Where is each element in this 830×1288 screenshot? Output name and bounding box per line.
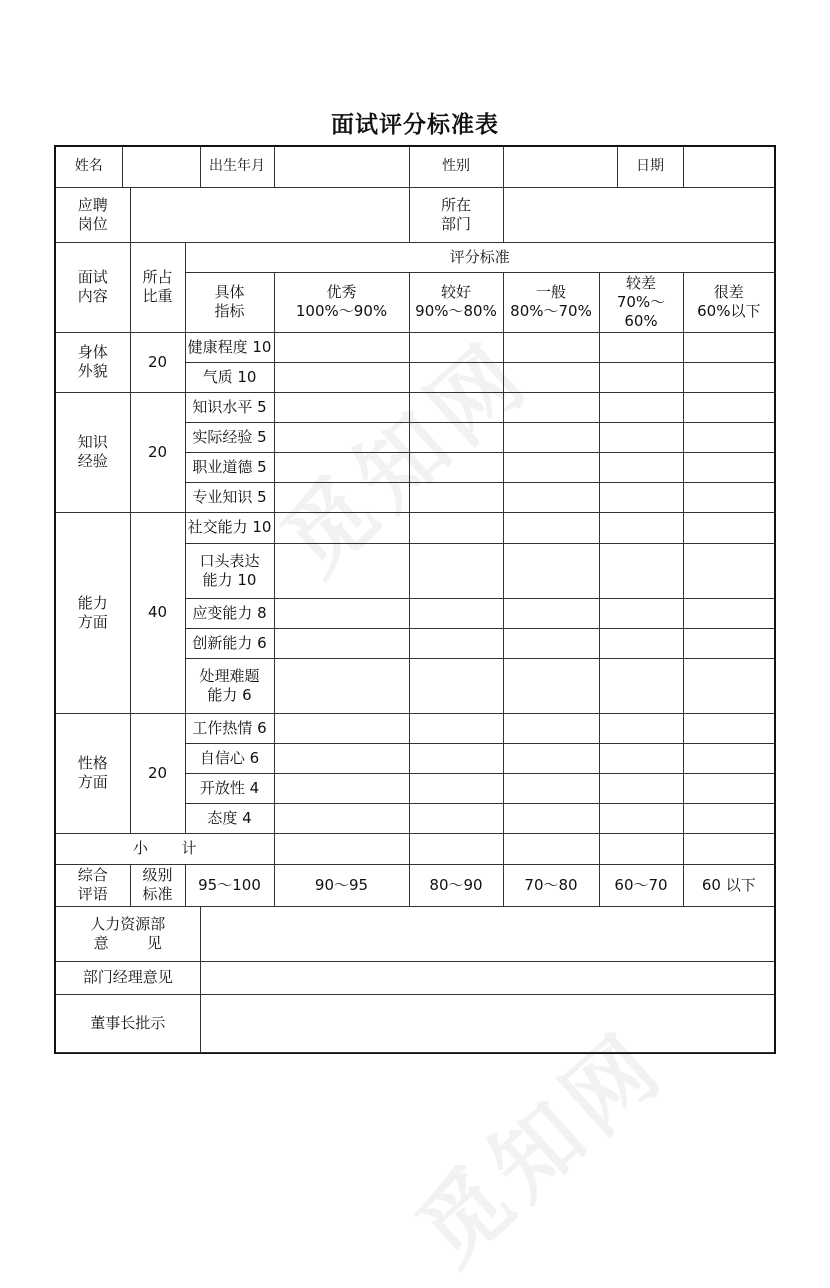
subtotal-cell[interactable] xyxy=(599,833,683,864)
score-cell[interactable] xyxy=(409,598,503,628)
score-cell[interactable] xyxy=(274,392,409,422)
score-cell[interactable] xyxy=(599,598,683,628)
score-cell[interactable] xyxy=(683,482,774,512)
table-row xyxy=(56,713,774,743)
date-field[interactable] xyxy=(683,147,774,187)
category-knowledge: 知识 经验 xyxy=(56,392,130,512)
watermark-bottom: 觅知网 xyxy=(397,1011,686,1285)
score-cell[interactable] xyxy=(274,743,409,773)
indicator-item: 开放性 4 xyxy=(185,773,274,803)
chairman-label: 董事长批示 xyxy=(56,994,200,1052)
score-cell[interactable] xyxy=(683,773,774,803)
category-personality: 性格 方面 xyxy=(56,713,130,833)
indicator-item: 气质 10 xyxy=(185,362,274,392)
gender-field[interactable] xyxy=(503,147,617,187)
grade-5: 60～70 xyxy=(599,864,683,906)
category-ability: 能力 方面 xyxy=(56,512,130,713)
interview-score-table xyxy=(54,145,776,1054)
birth-label: 出生年月 xyxy=(200,147,274,187)
score-cell[interactable] xyxy=(274,512,409,543)
score-cell[interactable] xyxy=(409,628,503,658)
score-cell[interactable] xyxy=(599,773,683,803)
score-cell[interactable] xyxy=(274,658,409,713)
score-cell[interactable] xyxy=(599,512,683,543)
score-cell[interactable] xyxy=(274,773,409,803)
score-cell[interactable] xyxy=(409,422,503,452)
overall-label: 综合 评语 xyxy=(56,864,130,906)
gender-label: 性别 xyxy=(409,147,503,187)
score-cell[interactable] xyxy=(274,543,409,598)
dept-field[interactable] xyxy=(503,187,774,242)
score-cell[interactable] xyxy=(503,598,599,628)
score-cell[interactable] xyxy=(503,628,599,658)
position-row xyxy=(56,187,774,242)
score-cell[interactable] xyxy=(274,422,409,452)
score-cell[interactable] xyxy=(409,452,503,482)
score-cell[interactable] xyxy=(503,452,599,482)
indicator-item: 健康程度 10 xyxy=(185,332,274,362)
indicator-item: 实际经验 5 xyxy=(185,422,274,452)
info-row xyxy=(56,147,774,187)
watermark-top: 觅知网 xyxy=(262,321,551,595)
score-cell[interactable] xyxy=(409,512,503,543)
score-cell[interactable] xyxy=(409,392,503,422)
score-cell[interactable] xyxy=(409,658,503,713)
score-cell[interactable] xyxy=(683,743,774,773)
score-cell[interactable] xyxy=(274,713,409,743)
indicator-item: 职业道德 5 xyxy=(185,452,274,482)
score-cell[interactable] xyxy=(274,598,409,628)
criteria-header: 评分标准 xyxy=(185,242,774,272)
column-header-row xyxy=(56,242,774,272)
score-cell[interactable] xyxy=(599,658,683,713)
score-cell[interactable] xyxy=(599,743,683,773)
grade-2: 90～95 xyxy=(274,864,409,906)
score-cell[interactable] xyxy=(599,332,683,362)
weight-header: 所占 比重 xyxy=(130,242,185,332)
hr-opinion-row xyxy=(56,906,774,961)
score-cell[interactable] xyxy=(683,628,774,658)
indicator-item: 自信心 6 xyxy=(185,743,274,773)
score-cell[interactable] xyxy=(503,482,599,512)
score-cell[interactable] xyxy=(503,362,599,392)
score-cell[interactable] xyxy=(599,803,683,833)
indicator-item: 知识水平 5 xyxy=(185,392,274,422)
subtotal-row xyxy=(56,833,774,864)
score-cell[interactable] xyxy=(503,512,599,543)
score-cell[interactable] xyxy=(409,773,503,803)
score-cell[interactable] xyxy=(683,598,774,628)
level-very-poor: 很差 60%以下 xyxy=(683,272,774,332)
score-cell[interactable] xyxy=(503,543,599,598)
score-cell[interactable] xyxy=(503,743,599,773)
weight-knowledge: 20 xyxy=(130,392,185,512)
table-row xyxy=(56,332,774,362)
hr-opinion-field[interactable] xyxy=(200,906,774,961)
score-cell[interactable] xyxy=(599,362,683,392)
score-cell[interactable] xyxy=(274,452,409,482)
date-label: 日期 xyxy=(617,147,683,187)
content-header: 面试 内容 xyxy=(56,242,130,332)
weight-personality: 20 xyxy=(130,713,185,833)
score-cell[interactable] xyxy=(683,422,774,452)
manager-opinion-label: 部门经理意见 xyxy=(56,961,200,994)
name-label: 姓名 xyxy=(56,147,122,187)
score-cell[interactable] xyxy=(683,713,774,743)
indicator-header: 具体 指标 xyxy=(185,272,274,332)
weight-ability: 40 xyxy=(130,512,185,713)
manager-opinion-row xyxy=(56,961,774,994)
score-cell[interactable] xyxy=(683,452,774,482)
score-cell[interactable] xyxy=(409,803,503,833)
indicator-item: 应变能力 8 xyxy=(185,598,274,628)
position-label: 应聘 岗位 xyxy=(56,187,130,242)
name-field[interactable] xyxy=(122,147,200,187)
subtotal-cell[interactable] xyxy=(683,833,774,864)
indicator-item: 工作热情 6 xyxy=(185,713,274,743)
indicator-item: 处理难题 能力 6 xyxy=(185,658,274,713)
grade-1: 95～100 xyxy=(185,864,274,906)
hr-opinion-label: 人力资源部 意 见 xyxy=(56,906,200,961)
indicator-item: 创新能力 6 xyxy=(185,628,274,658)
level-excellent: 优秀 100%～90% xyxy=(274,272,409,332)
dept-label: 所在 部门 xyxy=(409,187,503,242)
score-cell[interactable] xyxy=(599,422,683,452)
grade-label: 级别 标准 xyxy=(130,864,185,906)
score-cell[interactable] xyxy=(683,332,774,362)
table-row xyxy=(56,512,774,543)
score-cell[interactable] xyxy=(409,332,503,362)
grade-4: 70～80 xyxy=(503,864,599,906)
score-cell[interactable] xyxy=(599,452,683,482)
position-field[interactable] xyxy=(130,187,409,242)
table-row xyxy=(56,392,774,422)
manager-opinion-field[interactable] xyxy=(200,961,774,994)
score-cell[interactable] xyxy=(683,362,774,392)
birth-field[interactable] xyxy=(274,147,409,187)
score-cell[interactable] xyxy=(599,713,683,743)
score-cell[interactable] xyxy=(274,332,409,362)
score-cell[interactable] xyxy=(503,773,599,803)
subtotal-cell[interactable] xyxy=(409,833,503,864)
level-good: 较好 90%～80% xyxy=(409,272,503,332)
score-cell[interactable] xyxy=(503,658,599,713)
weight-appearance: 20 xyxy=(130,332,185,392)
score-cell[interactable] xyxy=(274,628,409,658)
score-cell[interactable] xyxy=(503,422,599,452)
level-poor: 较差 70%～ 60% xyxy=(599,272,683,332)
category-appearance: 身体 外貌 xyxy=(56,332,130,392)
page-title: 面试评分标准表 xyxy=(331,112,499,138)
indicator-item: 专业知识 5 xyxy=(185,482,274,512)
score-cell[interactable] xyxy=(683,392,774,422)
score-cell[interactable] xyxy=(274,362,409,392)
indicator-item: 社交能力 10 xyxy=(185,512,274,543)
indicator-item: 态度 4 xyxy=(185,803,274,833)
score-cell[interactable] xyxy=(409,543,503,598)
score-cell[interactable] xyxy=(683,658,774,713)
score-cell[interactable] xyxy=(599,543,683,598)
score-cell[interactable] xyxy=(274,482,409,512)
score-cell[interactable] xyxy=(683,803,774,833)
score-cell[interactable] xyxy=(274,803,409,833)
subtotal-cell[interactable] xyxy=(503,833,599,864)
score-cell[interactable] xyxy=(503,713,599,743)
score-cell[interactable] xyxy=(599,392,683,422)
grade-3: 80～90 xyxy=(409,864,503,906)
indicator-item: 口头表达 能力 10 xyxy=(185,543,274,598)
subtotal-label: 小 计 xyxy=(56,833,274,864)
score-cell[interactable] xyxy=(409,362,503,392)
overall-row xyxy=(56,864,774,906)
grade-6: 60 以下 xyxy=(683,864,774,906)
score-cell[interactable] xyxy=(409,482,503,512)
score-cell[interactable] xyxy=(503,392,599,422)
chairman-field[interactable] xyxy=(200,994,774,1052)
subtotal-cell[interactable] xyxy=(274,833,409,864)
score-cell[interactable] xyxy=(409,713,503,743)
score-cell[interactable] xyxy=(503,332,599,362)
score-cell[interactable] xyxy=(599,482,683,512)
score-cell[interactable] xyxy=(683,543,774,598)
chairman-row xyxy=(56,994,774,1052)
score-cell[interactable] xyxy=(503,803,599,833)
level-average: 一般 80%～70% xyxy=(503,272,599,332)
score-cell[interactable] xyxy=(683,512,774,543)
score-cell[interactable] xyxy=(409,743,503,773)
score-cell[interactable] xyxy=(599,628,683,658)
